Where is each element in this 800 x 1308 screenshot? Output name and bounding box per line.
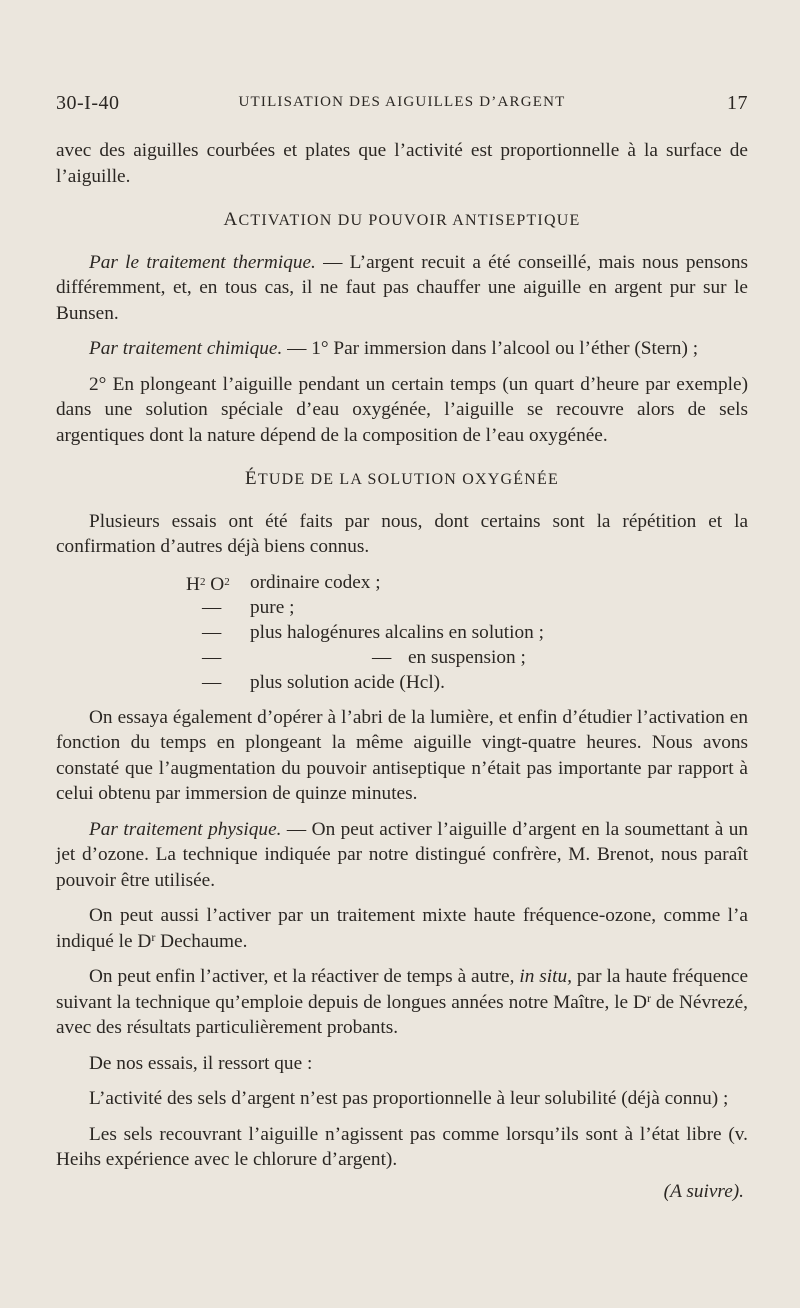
page-body: [56, 138, 748, 1204]
paragraph-plongeant: 2° En plongeant l’aiguille pendant un certain temps (un quart d’heure par exemple) dans une solution spéciale d’eau oxygénée, l’aiguille se recouvre alors de sels argentiques dont la nature dépend de la composition de l’eau oxygénée.: [56, 373, 748, 446]
formula-list: [172, 570, 748, 695]
paragraph-lead: Par traitement chimique.: [89, 338, 283, 359]
header-title: UTILISATION DES AIGUILLES D’ARGENT: [238, 94, 566, 110]
paragraph-lead: Par le traitement thermique.: [89, 251, 316, 273]
paragraph-haute-frequence: On peut enfin l’activer, et la réactiver de temps à autre, in situ, par la haute fréquence suivant la technique qu’emploie depuis de longues années notre Maître, le $D^r$ de Névrezé, avec des résultats particulièrement probants.: [56, 966, 749, 1038]
header-date: 30-I-40: [56, 92, 120, 114]
paragraph-physique: Par traitement physique. — On peut activer l’aiguille d’argent en la soumettant à un jet d’ozone. La technique indiquée par notre distingué confrère, M. Brenot, nous paraît pouvoir être utilisée.: [56, 818, 748, 891]
chemical-formula: $H_2$ $O_2$: [186, 573, 230, 595]
paragraph-ozone: On peut aussi l’activer par un traitement mixte haute fréquence-ozone, comme l’a indiqué le $D^r$ Dechaume.: [56, 905, 748, 952]
paragraph-solubilite: L’activité des sels d’argent n’est pas proportionnelle à leur solubilité (déjà connu) ;: [89, 1088, 729, 1109]
paragraph-essais-conclusion: De nos essais, il ressort que :: [89, 1052, 313, 1074]
to-be-continued: (A suivre).: [663, 1180, 744, 1202]
formula-row: — — en suspension ;: [202, 646, 526, 668]
section-heading-activation: ACTIVATION DU POUVOIR ANTISEPTIQUE: [223, 209, 581, 230]
paragraph-sels: Les sels recouvrant l’aiguille n’agissent pas comme lorsqu’ils sont à l’état libre (v. Heihs expérience avec le chlorure d’argent).: [56, 1123, 748, 1170]
formula-row: — plus halogénures alcalins en solution ;: [202, 621, 544, 643]
paragraph-lead: Par traitement physique.: [89, 818, 282, 840]
paragraph-essais: Plusieurs essais ont été faits par nous, dont certains sont la répétition et la confirmation d’autres déjà biens connus.: [56, 510, 748, 557]
formula-row: — pure ;: [202, 596, 295, 618]
page-number: 17: [727, 92, 748, 114]
formula-row: — plus solution acide (Hcl).: [202, 671, 445, 693]
paragraph-lumiere: On essaya également d’opérer à l’abri de la lumière, et enfin d’étudier l’activation en fonction du temps en plongeant la même aiguille vingt-quatre heures. Nous avons constaté que l’augmentation du pouvoir antiseptique n’était pas importante par rapport à celui obtenu par immersion de quinze minutes.: [56, 706, 748, 804]
paragraph-continuation: avec des aiguilles courbées et plates que l’activité est proportionnelle à la surface de l’aiguille.: [56, 140, 748, 187]
section-heading-etude: ÉTUDE DE LA SOLUTION OXYGÉNÉE: [245, 468, 559, 489]
running-header: [56, 92, 748, 120]
paragraph-thermique: Par le traitement thermique. — L’argent recuit a été conseillé, mais nous pensons différemment, et, en tous cas, il ne faut pas chauffer une aiguille en argent pur sur le Bunsen.: [56, 251, 748, 324]
paragraph-chimique: Par traitement chimique. — 1° Par immersion dans l’alcool ou l’éther (Stern) ;: [89, 338, 699, 359]
formula-row: $H_2$ $O_2$ ordinaire codex ;: [186, 571, 381, 595]
